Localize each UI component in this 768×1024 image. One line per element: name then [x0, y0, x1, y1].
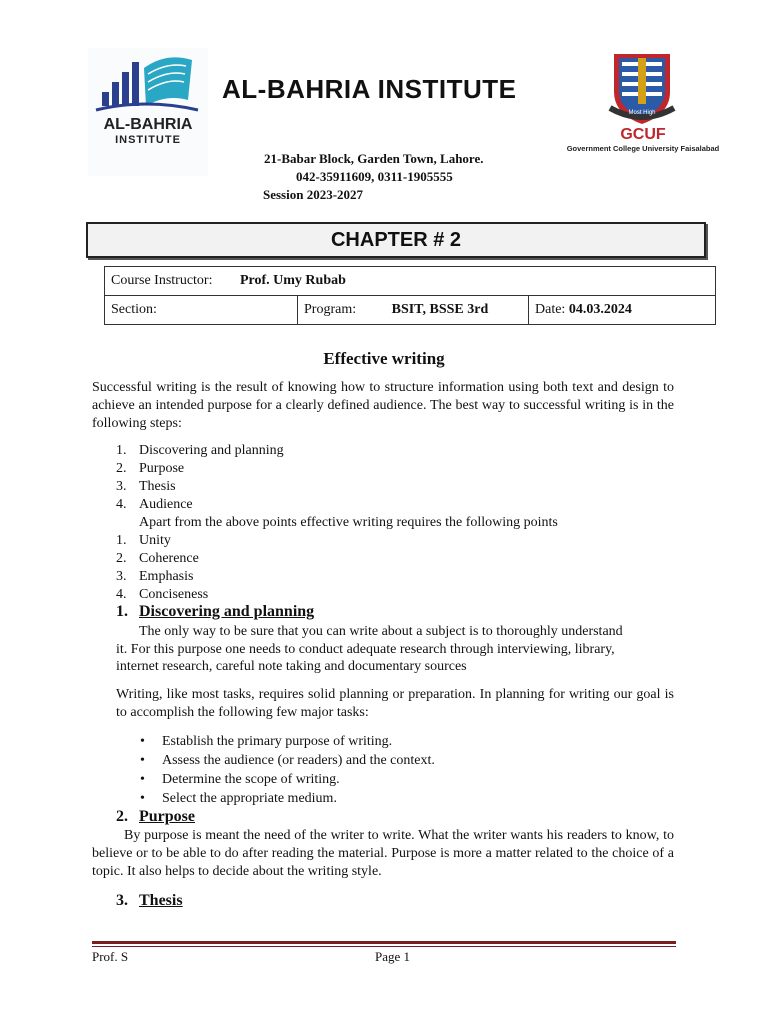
bullet-text: Select the appropriate medium. [162, 791, 337, 806]
list-text: Discovering and planning [139, 443, 284, 458]
program-cell [298, 296, 529, 325]
heading-text: Purpose [139, 808, 195, 825]
sec1-paragraph2: Writing, like most tasks, requires solid planning or preparation. In planning for writing our goal is to accomplish the following few major tasks: [116, 687, 674, 720]
date-value: 04.03.2024 [568, 302, 632, 317]
intro-paragraph: Successful writing is the result of knowing how to structure information using both text and design to achieve an intended purpose for a clearly defined audience. The best way to successful writing is in the following steps: [92, 380, 674, 431]
session: Session 2023-2027 [263, 187, 364, 202]
list-item [116, 496, 193, 514]
heading-number: 3. [116, 892, 128, 909]
gcuf-acronym: GCUF [620, 126, 666, 143]
bullet-item: • Select the appropriate medium. [140, 791, 337, 806]
program-label: Program: [304, 302, 357, 317]
sec1-line1: The only way to be sure that you can write about a subject is to thoroughly understand [139, 624, 623, 639]
crest-motto: Most High [628, 110, 656, 116]
list-item [116, 442, 284, 460]
list-item [116, 550, 199, 568]
list-number: 1. [116, 443, 127, 458]
heading-number: 1. [116, 603, 128, 620]
list-number: 3. [116, 569, 127, 584]
logo-text-line1: AL-BAHRIA [103, 116, 193, 133]
footer-author: Prof. S [92, 949, 129, 964]
institute-logo [88, 48, 208, 176]
list-item [116, 532, 171, 550]
heading-number: 2. [116, 808, 128, 825]
course-info-table [104, 266, 716, 325]
apart-text: Apart from the above points effective writing requires the following points [139, 515, 558, 530]
list-number: 3. [116, 479, 127, 494]
sec1-line3: internet research, careful note taking and documentary sources [116, 659, 467, 674]
gcuf-fullname: Government College University Faisalabad [566, 144, 720, 153]
section-heading-2 [116, 808, 195, 826]
list-text: Thesis [139, 479, 176, 494]
section-cell [105, 296, 298, 325]
sec1-line2: it. For this purpose one needs to conduct adequate research through interviewing, library, [116, 642, 615, 657]
list-number: 2. [116, 461, 127, 476]
bullet-text: Determine the scope of writing. [162, 772, 340, 787]
footer-rule-thin [92, 946, 676, 947]
list-text: Coherence [139, 551, 199, 566]
list-number: 4. [116, 587, 127, 602]
chapter-title: CHAPTER # 2 [330, 229, 462, 251]
logo-text-line2: INSTITUTE [115, 134, 181, 146]
chapter-title-box [86, 222, 706, 258]
section-title: Effective writing [323, 349, 445, 368]
list-item [116, 568, 193, 586]
institute-phone: 042-35911609, 0311-1905555 [296, 169, 453, 184]
list-number: 4. [116, 497, 127, 512]
list-number: 2. [116, 551, 127, 566]
footer-rule [92, 941, 676, 944]
list-number: 1. [116, 533, 127, 548]
bullet-text: Establish the primary purpose of writing. [162, 734, 393, 749]
date-label: Date: [535, 302, 566, 317]
footer-page-number: Page 1 [375, 949, 411, 964]
bullet-item: • Determine the scope of writing. [140, 772, 340, 787]
instructor-label: Course Instructor: [111, 273, 213, 288]
list-text: Conciseness [139, 587, 209, 602]
sec2-paragraph: By purpose is meant the need of the writer to write. What the writer wants his readers to know, to believe or to be able to do after reading the material. Purpose is more a matter related to the choice of a topic. It also helps to decide about the writing style. [92, 828, 674, 879]
program-value: BSIT, BSSE 3rd [391, 302, 489, 317]
institute-address: 21-Babar Block, Garden Town, Lahore. [264, 151, 484, 166]
section-heading-1 [116, 603, 314, 621]
table-row [105, 296, 716, 325]
list-text: Emphasis [139, 569, 194, 584]
section-heading-3 [116, 892, 183, 910]
list-text: Unity [139, 533, 171, 548]
heading-text: Thesis [139, 892, 183, 909]
section-label: Section: [111, 302, 157, 317]
crest-icon [558, 48, 728, 128]
list-item [116, 460, 184, 478]
book-bars-icon [88, 48, 208, 176]
bullet-text: Assess the audience (or readers) and the context. [162, 753, 435, 768]
instructor-cell [105, 267, 716, 296]
list-text: Audience [139, 497, 193, 512]
bullet-item: • Establish the primary purpose of writing. [140, 734, 393, 749]
date-cell [529, 296, 716, 325]
heading-text: Discovering and planning [139, 603, 315, 620]
table-row [105, 267, 716, 296]
institute-title: AL-BAHRIA INSTITUTE [222, 74, 517, 104]
list-item [116, 478, 176, 496]
list-item [116, 586, 208, 604]
instructor-value: Prof. Umy Rubab [239, 273, 346, 288]
bullet-item: • Assess the audience (or readers) and the context. [140, 753, 435, 768]
list-text: Purpose [139, 461, 185, 476]
gcuf-logo [558, 48, 728, 158]
